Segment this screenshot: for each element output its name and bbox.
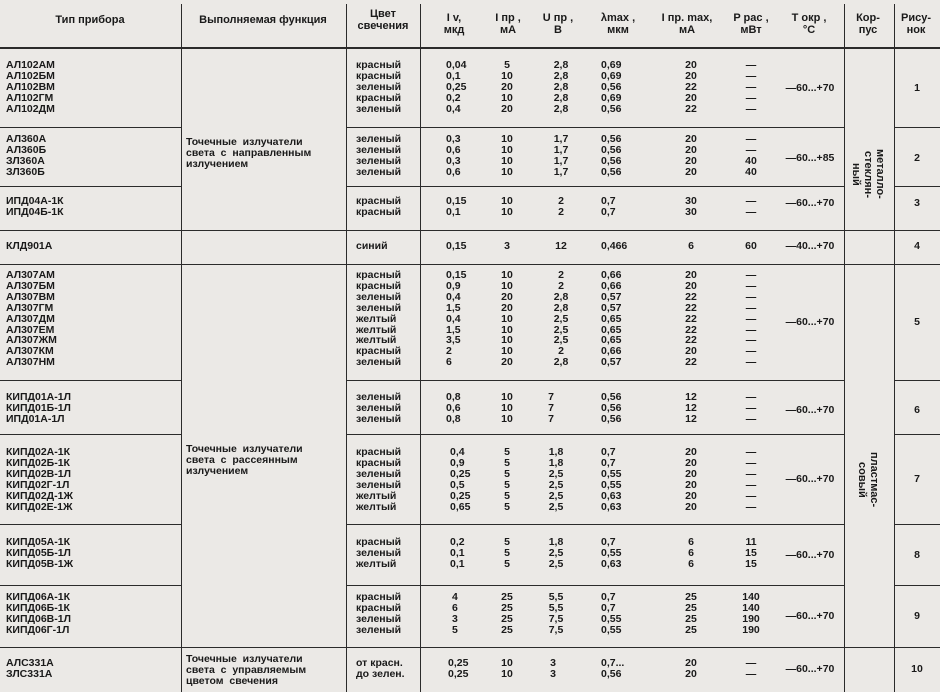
ipr-cell: 5 5 5 5 5 5 [504, 446, 510, 513]
ipr-cell: 10 10 [501, 195, 513, 218]
header-color: Цвет свечения [357, 8, 409, 32]
tokr-cell: —60...+70 [785, 316, 835, 328]
function-diffuse: Точечные излучатели света с рассеянным излучением [186, 443, 303, 477]
function-directed: Точечные излучатели света с направленным излучением [186, 136, 312, 170]
iv-cell: 4 6 3 5 [452, 591, 458, 636]
ipr-cell: 5 10 20 10 20 [501, 59, 513, 115]
iprmax-cell: 6 6 6 [688, 536, 694, 570]
prass-cell: — — — — — [745, 59, 757, 115]
row-line-7b [346, 524, 844, 525]
prass-cell: 11 15 15 [745, 536, 757, 570]
lambda-cell: 0,56 0,56 0,56 0,56 [601, 133, 622, 178]
color-cell: красный красный зеленый зеленый желтый желтый желтый красный зеленый [356, 269, 402, 369]
prass-cell: 60 [745, 240, 757, 252]
upr-cell: 2 2 [558, 195, 564, 218]
iv-cell: 0,15 0,9 0,4 1,5 0,4 1,5 3,5 2 6 [446, 269, 467, 369]
lambda-cell: 0,7 0,7 [601, 195, 616, 218]
iprmax-cell: 20 20 22 22 22 22 22 20 22 [685, 269, 697, 369]
color-cell: синий [356, 240, 388, 252]
row-line-9 [0, 647, 940, 648]
row-line-2b [346, 186, 844, 187]
lambda-cell: 0,7 0,55 0,63 [601, 536, 622, 570]
upr-cell: 12 [555, 240, 567, 252]
row-line-2 [0, 186, 181, 187]
prass-cell: — — — — — — — — — [745, 269, 757, 369]
tokr-cell: —60...+70 [785, 610, 835, 622]
row-line-6c [894, 434, 940, 435]
prass-cell: — — [745, 657, 757, 680]
color-cell: от красн. до зелен. [356, 657, 405, 680]
color-cell: красный зеленый желтый [356, 536, 402, 570]
type-cell: КИПД05А-1К КИПД05Б-1Л КИПД05В-1Ж [6, 536, 74, 570]
figure-cell: 7 [914, 473, 920, 485]
row-line-8c [894, 585, 940, 586]
ipr-cell: 10 10 10 10 [501, 133, 513, 178]
figure-cell: 10 [911, 663, 923, 675]
lambda-cell: 0,69 0,69 0,56 0,69 0,56 [601, 59, 622, 115]
header-lambda: λmax , мкм [600, 12, 636, 36]
type-cell: АЛС331А ЗЛС331А [6, 657, 54, 680]
lambda-cell: 0,7 0,7 0,55 0,55 [601, 591, 622, 636]
header-tokr: T окр , °С [791, 12, 827, 36]
header-function: Выполняемая функция [199, 14, 327, 26]
iprmax-cell: 20 20 20 20 20 20 [685, 446, 697, 513]
lambda-cell: 0,7 0,7 0,55 0,55 0,63 0,63 [601, 446, 622, 513]
row-line-3 [0, 230, 940, 231]
ipr-cell: 5 5 5 [504, 536, 510, 570]
header-bottom-line [0, 47, 940, 49]
type-cell: АЛ360А АЛ360Б ЗЛ360А ЗЛ360Б [6, 133, 47, 178]
ipr-cell: 10 10 [501, 657, 513, 680]
ipr-cell: 25 25 25 25 [501, 591, 513, 636]
row-line-7c [894, 524, 940, 525]
header-ipr: I пр , мА [495, 12, 521, 36]
upr-cell: 1,7 1,7 1,7 1,7 [553, 133, 569, 178]
iv-cell: 0,3 0,6 0,3 0,6 [446, 133, 461, 178]
type-cell: АЛ307АМ АЛ307БМ АЛ307ВМ АЛ307ГМ АЛ307ДМ АЛ307ЕМ АЛ307ЖМ АЛ307КМ АЛ307НМ [6, 269, 57, 369]
row-line-8 [0, 585, 181, 586]
tokr-cell: —60...+70 [785, 197, 835, 209]
tokr-cell: —60...+85 [785, 152, 835, 164]
iv-cell: 0,8 0,6 0,8 [446, 391, 461, 425]
figure-cell: 3 [914, 197, 920, 209]
color-cell: зеленый зеленый зеленый зеленый [356, 133, 402, 178]
row-line-6 [0, 434, 181, 435]
row-line-8b [346, 585, 844, 586]
color-cell: красный красный зеленый зеленый [356, 591, 402, 636]
header-iv: I v, мкд [443, 12, 465, 36]
iv-cell: 0,2 0,1 0,1 [450, 536, 465, 570]
tokr-cell: —60...+70 [785, 663, 835, 675]
upr-cell: 5,5 5,5 7,5 7,5 [548, 591, 564, 636]
row-line-6b [346, 434, 844, 435]
figure-cell: 9 [914, 610, 920, 622]
row-line-1c [894, 127, 940, 128]
row-line-1 [0, 127, 181, 128]
iprmax-cell: 20 20 [685, 657, 697, 680]
iprmax-cell: 20 20 22 20 22 [685, 59, 697, 115]
figure-cell: 6 [914, 404, 920, 416]
header-iprmax: I пр. max, мА [661, 12, 713, 36]
row-line-5b [346, 380, 844, 381]
col-line-1 [181, 4, 182, 692]
ipr-cell: 10 10 10 [501, 391, 513, 425]
lambda-cell: 0,66 0,66 0,57 0,57 0,65 0,65 0,65 0,66 0,57 [601, 269, 622, 369]
iv-cell: 0,4 0,9 0,25 0,5 0,25 0,65 [450, 446, 471, 513]
header-ris: Рису- нок [901, 12, 931, 36]
type-cell: КИПД01А-1Л КИПД01Б-1Л ИПД01А-1Л [6, 391, 71, 425]
color-cell: красный красный зеленый зеленый желтый желтый [356, 446, 402, 513]
prass-cell: 140 140 190 190 [742, 591, 760, 636]
upr-cell: 1,8 1,8 2,5 2,5 2,5 2,5 [548, 446, 564, 513]
header-upr: U пр , В [542, 12, 574, 36]
figure-cell: 4 [914, 240, 920, 252]
row-line-5c [894, 380, 940, 381]
ipr-cell: 3 [504, 240, 510, 252]
type-cell: КЛД901А [6, 240, 53, 252]
col-line-2 [346, 4, 347, 692]
iv-cell: 0,15 [446, 240, 467, 252]
iprmax-cell: 25 25 25 25 [685, 591, 697, 636]
col-line-11 [844, 4, 845, 692]
tokr-cell: —40...+70 [785, 240, 835, 252]
header-prass: P рас , мВт [733, 12, 769, 36]
iprmax-cell: 6 [688, 240, 694, 252]
row-line-2c [894, 186, 940, 187]
korpus-metal-glass: металло- стеклян- ный [850, 149, 886, 199]
col-line-3 [420, 4, 421, 692]
korpus-plastic: пластмас- совый [856, 452, 880, 508]
tokr-cell: —60...+70 [785, 82, 835, 94]
color-cell: красный красный [356, 195, 402, 218]
figure-cell: 2 [914, 152, 920, 164]
header-korpus: Кор- пус [856, 12, 880, 36]
type-cell: АЛ102АМ АЛ102БМ АЛ102ВМ АЛ102ГМ АЛ102ДМ [6, 59, 55, 115]
iprmax-cell: 30 30 [685, 195, 697, 218]
col-line-12 [894, 4, 895, 692]
upr-cell: 3 3 [550, 657, 556, 680]
ipr-cell: 10 10 20 20 10 10 10 10 20 [501, 269, 513, 369]
upr-cell: 2 2 2,8 2,8 2,5 2,5 2,5 2 2,8 [553, 269, 569, 369]
tokr-cell: —60...+70 [785, 473, 835, 485]
row-line-1b [346, 127, 844, 128]
prass-cell: — — — — — — [745, 446, 757, 513]
tokr-cell: —60...+70 [785, 404, 835, 416]
iv-cell: 0,04 0,1 0,25 0,2 0,4 [446, 59, 467, 115]
color-cell: зеленый зеленый зеленый [356, 391, 402, 425]
function-controlled-color: Точечные излучатели света с управляемым цветом свечения [186, 653, 307, 687]
upr-cell: 7 7 7 [548, 391, 554, 425]
figure-cell: 5 [914, 316, 920, 328]
iv-cell: 0,25 0,25 [448, 657, 469, 680]
upr-cell: 2,8 2,8 2,8 2,8 2,8 [553, 59, 569, 115]
prass-cell: — — [745, 195, 757, 218]
color-cell: красный красный зеленый красный зеленый [356, 59, 402, 115]
prass-cell: — — — [745, 391, 757, 425]
figure-cell: 8 [914, 549, 920, 561]
iprmax-cell: 12 12 12 [685, 391, 697, 425]
figure-cell: 1 [914, 82, 920, 94]
row-line-7 [0, 524, 181, 525]
type-cell: КИПД02А-1К КИПД02Б-1К КИПД02В-1Л КИПД02Г-1Л КИПД02Д-1Ж КИПД02Е-1Ж [6, 446, 73, 513]
type-cell: ИПД04А-1К ИПД04Б-1К [6, 195, 64, 218]
type-cell: КИПД06А-1К КИПД06Б-1К КИПД06В-1Л КИПД06Г-1Л [6, 591, 71, 636]
row-line-4 [0, 264, 940, 265]
iprmax-cell: 20 20 20 20 [685, 133, 697, 178]
tokr-cell: —60...+70 [785, 549, 835, 561]
iv-cell: 0,15 0,1 [446, 195, 467, 218]
upr-cell: 1,8 2,5 2,5 [548, 536, 564, 570]
lambda-cell: 0,56 0,56 0,56 [601, 391, 622, 425]
prass-cell: — — 40 40 [745, 133, 757, 178]
lambda-cell: 0,7... 0,56 [601, 657, 625, 680]
lambda-cell: 0,466 [601, 240, 628, 252]
row-line-5 [0, 380, 181, 381]
header-type: Тип прибора [55, 14, 125, 26]
